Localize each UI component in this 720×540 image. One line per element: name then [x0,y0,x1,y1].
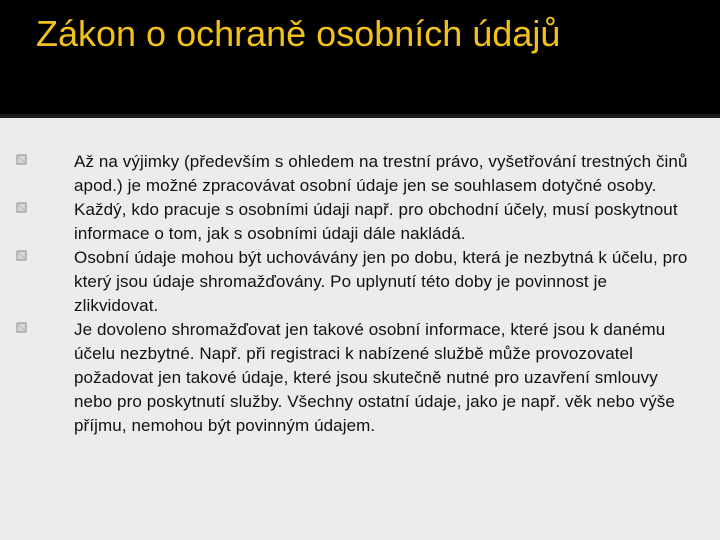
square-bullet-icon [16,154,27,165]
slide-title: Zákon o ochraně osobních údajů [36,13,561,54]
bullet-text: Je dovoleno shromažďovat jen takové osobní informace, které jsou k danému účelu nezbytné. Např. při registraci k nabízené službě může provozovatel požadovat jen takové údaje, které jsou skutečně nutné pro uzavření smlouvy nebo pro poskytnutí služby. Všechny ostatní údaje, jako je např. věk nebo výše příjmu, nemohou být povinným údajem. [74,320,675,435]
square-bullet-icon [16,202,27,213]
bullet-text: Každý, kdo pracuje s osobními údaji např. pro obchodní účely, musí poskytnout informace o tom, jak s osobními údaji dále nakládá. [74,200,678,243]
square-bullet-icon [16,250,27,261]
bullet-text: Osobní údaje mohou být uchovávány jen po dobu, která je nezbytná k účelu, pro který jsou údaje shromažďovány. Po uplynutí této doby je povinnost je zlikvidovat. [74,248,688,315]
square-bullet-icon [16,322,27,333]
bullet-item [16,246,692,318]
bullet-list [16,150,692,438]
bullet-item [16,318,692,438]
title-band [0,0,720,118]
bullet-item [16,150,692,198]
bullet-item [16,198,692,246]
bullet-text: Až na výjimky (především s ohledem na trestní právo, vyšetřování trestných činů apod.) je možné zpracovávat osobní údaje jen se souhlasem dotyčné osoby. [74,152,688,195]
